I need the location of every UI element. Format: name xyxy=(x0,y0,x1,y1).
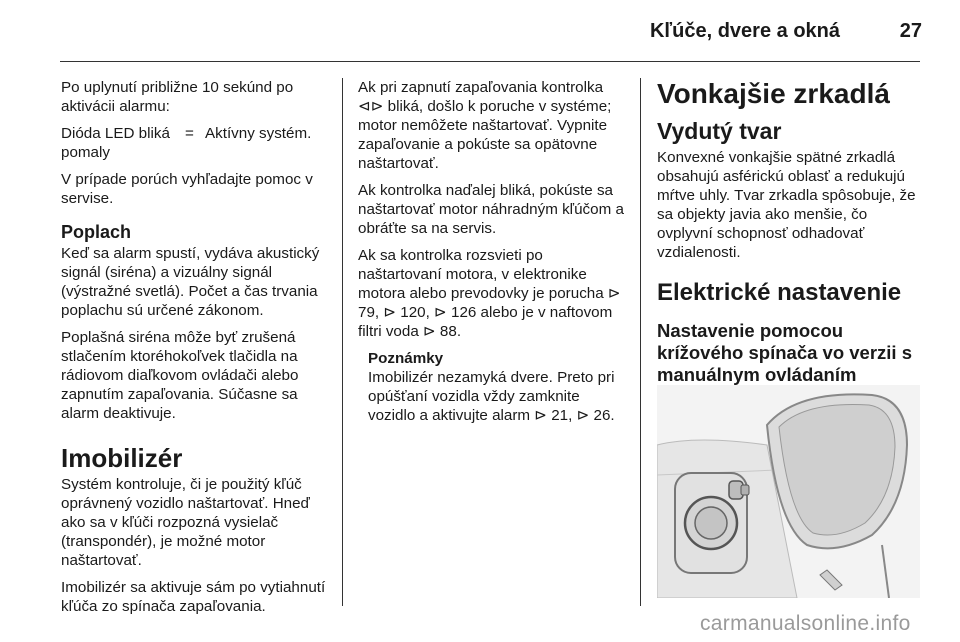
heading-imobilizer: Imobilizér xyxy=(61,443,183,473)
column-divider xyxy=(342,78,343,606)
note-box xyxy=(368,349,626,425)
paragraph: Ak pri zapnutí zapaľovania kontrolka ⊲⊳ bliká, došlo k poruche v systéme; motor nemôžete naštartovať. Vypnite zapaľovanie a pokúste sa opätovne naštartovať. xyxy=(358,79,612,172)
heading-elektricke-nastavenie: Elektrické nastavenie xyxy=(657,279,902,306)
equals-sign: = xyxy=(185,125,194,142)
heading-nastavenie-krizovy-spinac: Nastavenie pomocou krížového spínača vo verzii s manuálnym ovládaním xyxy=(657,320,912,385)
mirror-switch-illustration xyxy=(657,385,920,598)
heading-vonkajsie-zrkadla: Vonkajšie zrkadlá xyxy=(657,78,890,109)
led-definition: Aktívny systém. xyxy=(205,125,312,142)
watermark: carmanualsonline.info xyxy=(700,612,911,635)
note-text: Imobilizér nezamyká dvere. Preto pri opúšťaní vozidla vždy zamknite vozidlo a aktivujte alarm ⊳ 21, ⊳ 26. xyxy=(368,369,615,424)
paragraph: Systém kontroluje, či je použitý kľúč oprávnený vozidlo naštartovať. Hneď ako sa v kľúči rozpozná vysielač (transpondér), je možné motor naštartovať. xyxy=(61,476,310,569)
paragraph: Ak sa kontrolka rozsvieti po naštartovaní motora, v elektronike motora alebo prevodovky je porucha ⊳ 79, ⊳ 120, ⊳ 126 alebo je v naftovom filtri voda ⊳ 88. xyxy=(358,247,621,340)
column-1 xyxy=(61,78,331,624)
paragraph: Po uplynutí približne 10 sekúnd po aktivácii alarmu: xyxy=(61,79,294,115)
paragraph: Imobilizér sa aktivuje sám po vytiahnutí kľúča zo spínača zapaľovania. xyxy=(61,579,326,615)
heading-poplach: Poplach xyxy=(61,222,132,242)
led-definition-row xyxy=(61,124,331,162)
paragraph: V prípade porúch vyhľadajte pomoc v servise. xyxy=(61,171,313,207)
page-number: 27 xyxy=(899,20,922,42)
paragraph: Konvexné vonkajšie spätné zrkadlá obsahujú asférickú oblasť a redukujú mŕtve uhly. Tvar zrkadla spôsobuje, že sa objekty javia ako menšie, čo ovplyvní schopnosť odhadovať vzdialenosti. xyxy=(657,149,916,261)
header-divider xyxy=(60,61,920,62)
heading-vyduty-tvar: Vydutý tvar xyxy=(657,118,782,144)
column-3 xyxy=(657,78,925,386)
paragraph: Keď sa alarm spustí, vydáva akustický signál (siréna) a vizuálny signál (výstražné svetlá). Počet a čas trvania poplachu sú určené zákonom. xyxy=(61,245,320,319)
column-divider xyxy=(640,78,641,606)
paragraph: Poplašná siréna môže byť zrušená stlačením ktoréhokoľvek tlačidla na rádiovom diaľkovom ovládači alebo zapnutím zapaľovania. Súčasne sa alarm deaktivuje. xyxy=(61,329,299,422)
paragraph: Ak kontrolka naďalej bliká, pokúste sa naštartovať motor náhradným kľúčom a obráťte sa na servis. xyxy=(358,182,624,237)
led-term: Dióda LED bliká pomaly xyxy=(61,125,170,161)
page-header-title: Kľúče, dvere a okná xyxy=(649,20,840,42)
column-2 xyxy=(358,78,626,425)
note-title: Poznámky xyxy=(368,350,444,367)
